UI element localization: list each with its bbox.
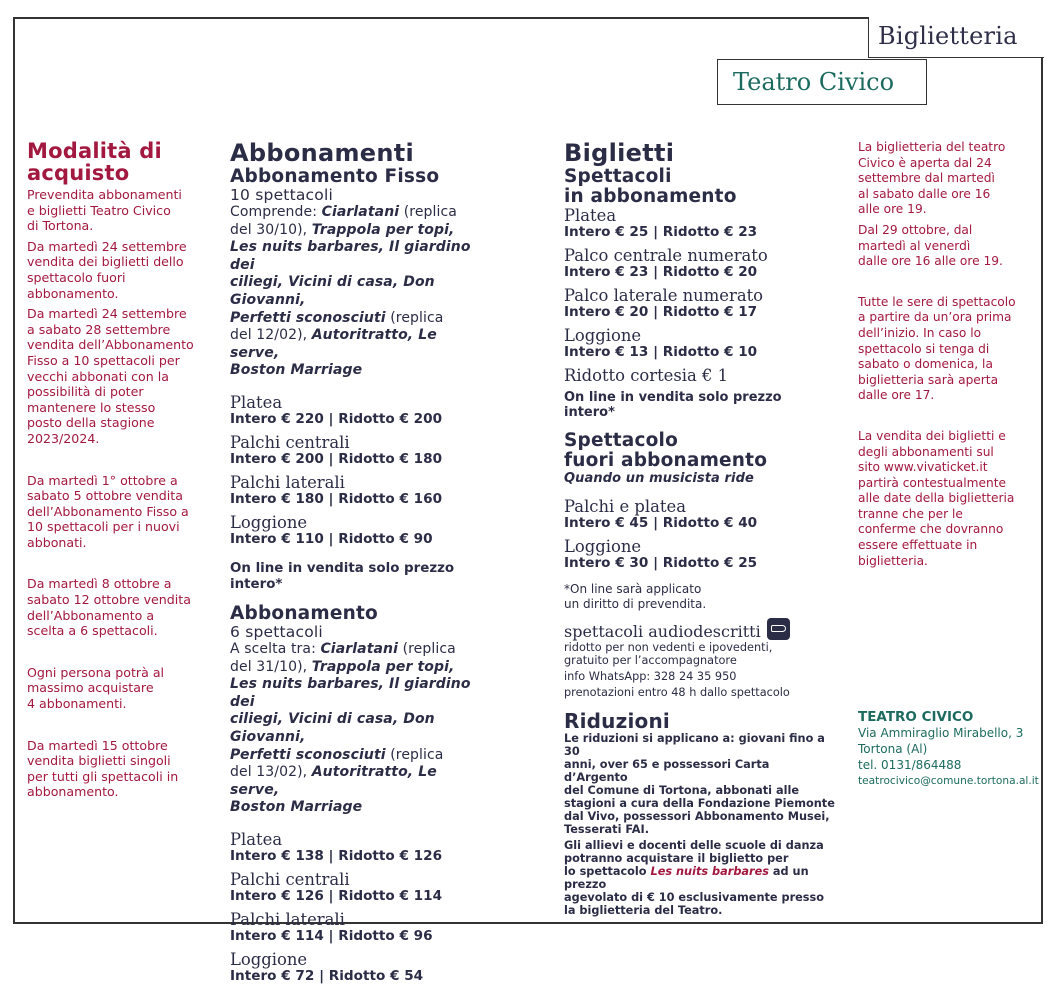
text: (replica [385,746,444,763]
biglietteria-box [868,17,1044,58]
text-line: biglietteria sarà aperta [858,372,999,387]
modalita-paragraph [27,576,212,638]
contact-name: TEATRO CIVICO [858,709,974,726]
biglietti-title: Biglietti [564,139,675,167]
text-line: abbonamento. [27,285,119,301]
modalita-title-1: Modalità di [27,139,162,163]
modalita-paragraph [27,187,212,234]
text-line: Da martedì 1° ottobre a [27,472,178,488]
text-line: e biglietti Teatro Civico [27,202,171,218]
text-line: alle date della biglietteria [858,491,1015,506]
text-line: dell’Abbonamento Fisso a [27,503,189,519]
text-line: Prevendita abbonamenti [27,187,182,202]
spettacoli-abbonamento-title: in abbonamento [564,186,737,207]
text-line: stagioni a cura della Fondazione Piemonte [564,797,835,810]
abbonamento-sei-desc [230,641,490,817]
price-value: Intero € 25 | Ridotto € 23 [564,224,758,240]
text-line: dalle ore 16 alle ore 19. [858,254,1003,269]
price-item [230,871,490,904]
audio-line: gratuito per l’accompagnatore [564,654,737,667]
price-item [230,474,490,507]
price-item [564,538,836,571]
price-label: Loggione [230,512,308,532]
text-line: dalle ore 17. [858,388,935,403]
text: Comprende: [230,204,322,220]
show-title: ciliegi, Vicini di casa, Don Giovanni, [230,711,435,745]
price-label: Palchi laterali [230,472,345,492]
online-note: On line in vendita solo prezzo intero* [564,390,782,420]
info-paragraph [858,140,1038,218]
text-line: per tutti gli spettacoli in [27,768,179,784]
price-value: Intero € 200 | Ridotto € 180 [230,450,443,467]
modalita-paragraph [27,239,212,301]
text-line: la biglietteria del Teatro. [564,904,723,917]
riduzioni-paragraph [564,732,836,836]
text-line: Ogni persona potrà al [27,664,165,680]
price-item [564,247,836,280]
text-line: anni, over 65 e possessori Carta d’Argento [564,758,770,784]
text: A scelta tra: [230,640,321,657]
text-line: al sabato dalle ore 16 [858,186,991,201]
whatsapp-info: info WhatsApp: 328 24 35 950 [564,670,737,683]
text-line: Tesserati FAI. [564,823,650,836]
price-label: Loggione [230,949,308,969]
riduzioni-title: Riduzioni [564,709,670,733]
text-line: Da martedì 15 ottobre [27,737,168,753]
modalita-paragraph [27,738,212,800]
text-line: agevolato di € 10 esclusivamente presso [564,891,825,904]
show-title: Les nuits barbares, Il giardino dei [230,239,471,273]
text-line: vendita biglietti singoli [27,753,171,769]
text-line: dell’inizio. In caso lo [858,325,982,340]
text-line: vecchi abbonati con la [27,368,169,384]
price-label: Platea [230,392,283,412]
text-line: alle ore 19. [858,202,927,217]
price-item [230,831,490,864]
price-item [230,911,490,944]
abbonamento-fisso-desc [230,204,490,380]
price-item [564,287,836,320]
text-line: vendita dei biglietti dello [27,254,184,270]
text-line: abbonati. [27,534,87,550]
price-value: Intero € 30 | Ridotto € 25 [564,555,758,571]
price-item [230,951,490,984]
show-title: Les nuits barbares [650,865,769,878]
text-line: dell’Abbonamento a [27,607,155,623]
abbonamenti-column [230,140,490,984]
price-item [230,514,490,547]
prevendita-note: un diritto di prevendita. [564,596,707,611]
show-title: ciliegi, Vicini di casa, Don Giovanni, [230,274,435,308]
text-line: a partire da un’ora prima [858,310,1012,325]
text-line: spettacolo si tenga di [858,341,990,356]
text: del 30/10), [230,221,312,238]
text-line: partirà contestualmente [858,475,1006,490]
show-title: Trappola per topi, [311,658,455,675]
info-paragraph [858,429,1038,569]
text-line: sabato 5 ottobre vendita [27,488,183,504]
info-paragraph [858,295,1038,404]
audio-line: ridotto per non vedenti e ipovedenti, [564,641,773,654]
text-line: di Tortona. [27,218,94,234]
text-line: vendita dell’Abbonamento [27,337,194,353]
website-link: sito www.vivaticket.it [858,460,988,475]
price-value: Intero € 72 | Ridotto € 54 [230,967,424,984]
text-line: Da martedì 24 settembre [27,238,187,254]
price-value: Intero € 114 | Ridotto € 96 [230,927,433,944]
text-line: essere effettuate in [858,538,978,553]
price-label: Palco centrale numerato [564,246,768,265]
price-value: Intero € 23 | Ridotto € 20 [564,264,758,280]
price-value: Intero € 220 | Ridotto € 200 [230,410,443,427]
text: (replica [385,309,444,326]
text: (replica [399,204,457,220]
spettacoli-abbonamento-title: Spettacoli [564,166,672,187]
text-line: Civico è aperta dal 24 [858,155,992,170]
fuori-show-title: Quando un musicista ride [564,471,754,486]
audio-description-icon [767,618,790,640]
show-title: Boston Marriage [230,362,363,379]
text-line: Da martedì 24 settembre [27,306,187,322]
text-line: dal Vivo, possessori Abbonamento Musei, [564,810,830,823]
riduzioni-paragraph [564,839,836,917]
teatro-box [717,59,927,105]
text: del 13/02), [230,764,312,781]
text-line: Fisso a 10 spettacoli per [27,352,180,368]
abbonamento-sei-subtitle: 6 spettacoli [230,622,323,641]
price-value: Intero € 110 | Ridotto € 90 [230,530,433,547]
text-line: spettacolo fuori [27,269,126,285]
text-line: mantenere lo stesso [27,399,156,415]
price-label: Palchi centrali [230,432,350,452]
abbonamento-sei-title: Abbonamento [230,602,378,624]
text-line: sabato 12 ottobre vendita [27,592,191,608]
show-title: Perfetti sconosciuti [230,309,386,326]
online-note: intero* [230,576,283,592]
text-line: 4 abbonamenti. [27,696,127,712]
info-column [858,140,1038,789]
fuori-abbonamento-title: fuori abbonamento [564,450,768,471]
info-paragraph [858,223,1038,270]
modalita-paragraph [27,473,212,551]
teatro-title: Teatro Civico [733,68,895,96]
text-line: a sabato 28 settembre [27,321,171,337]
text-line: Tutte le sere di spettacolo [858,294,1016,309]
text-line: conferme che dovranno [858,522,1004,537]
prevendita-note: *On line sarà applicato [564,582,702,596]
biglietteria-title: Biglietteria [878,22,1018,50]
text-line: Gli allievi e docenti delle scuole di danza [564,839,824,852]
price-item [564,327,836,360]
text: del 31/10), [230,658,312,675]
text-line: La biglietteria del teatro [858,140,1006,154]
price-value: Intero € 126 | Ridotto € 114 [230,887,443,904]
show-title: Perfetti sconosciuti [230,746,386,763]
text: del 12/02), [230,327,312,344]
text-line: massimo acquistare [27,680,154,696]
show-title: Autoritratto, Le serve, [230,327,437,361]
text-line: del Comune di Tortona, abbonati alle [564,784,799,797]
price-label: Platea [230,829,283,849]
ridotto-cortesia: Ridotto cortesia € 1 [564,366,729,385]
contact-block [858,709,1038,789]
text-line: settembre dal martedì [858,171,995,186]
price-item [564,498,836,531]
text: ad un prezzo [564,865,809,891]
price-label: Palco laterale numerato [564,286,764,305]
modalita-title-2: acquisto [27,161,130,185]
text-line: La vendita dei biglietti e [858,428,1006,443]
text: lo spettacolo [564,865,651,878]
price-label: Platea [564,206,617,225]
price-item [564,207,836,240]
text-line: Le riduzioni si applicano a: giovani fino a 30 [564,732,825,758]
prenotazioni-info: prenotazioni entro 48 h dallo spettacolo [564,686,790,699]
price-label: Loggione [564,326,642,345]
price-item [230,434,490,467]
show-title: Les nuits barbares, Il giardino dei [230,676,471,710]
biglietti-column [564,140,836,917]
text: (replica [398,640,456,657]
price-value: Intero € 20 | Ridotto € 17 [564,304,758,320]
fuori-abbonamento-title: Spettacolo [564,430,679,451]
price-label: Palchi centrali [230,869,350,889]
text-line: sabato o domenica, la [858,357,993,372]
price-value: Intero € 13 | Ridotto € 10 [564,344,758,360]
text-line: biglietteria. [858,553,928,568]
modalita-paragraph [27,665,212,712]
modalita-paragraph [27,306,212,446]
text-line: possibilità di poter [27,384,144,400]
online-note: On line in vendita solo prezzo [230,560,455,576]
price-label: Palchi e platea [564,497,686,516]
price-value: Intero € 45 | Ridotto € 40 [564,515,758,531]
text-line: Da martedì 8 ottobre a [27,576,172,592]
text-line: degli abbonamenti sul [858,444,994,459]
contact-address: Via Ammiraglio Mirabello, 3 [858,726,1024,741]
show-title: Autoritratto, Le serve, [230,764,437,798]
text-line: tranne che per le [858,506,963,521]
text-line: 10 spettacoli per i nuovi [27,519,180,535]
price-label: Loggione [564,537,642,556]
text-line: Dal 29 ottobre, dal [858,222,973,237]
modalita-column [27,140,212,800]
price-value: Intero € 180 | Ridotto € 160 [230,490,443,507]
text-line: potranno acquistare il biglietto per [564,852,789,865]
show-title: Ciarlatani [320,640,399,657]
text-line: scelta a 6 spettacoli. [27,623,158,639]
abbonamento-fisso-title: Abbonamento Fisso [230,166,440,187]
show-title: Trappola per topi, [311,221,455,238]
price-item [230,394,490,427]
show-title: Ciarlatani [321,204,400,220]
text-line: posto della stagione [27,415,155,431]
price-value: Intero € 138 | Ridotto € 126 [230,847,443,864]
price-label: Palchi laterali [230,909,345,929]
contact-email: teatrocivico@comune.tortona.al.it [858,775,1039,788]
show-title: Boston Marriage [230,799,363,816]
contact-city: Tortona (Al) [858,742,928,757]
text-line: martedì al venerdì [858,238,971,253]
abbonamento-fisso-subtitle: 10 spettacoli [230,186,333,204]
audiodescritti-title: spettacoli audiodescritti [564,622,761,641]
contact-tel: tel. 0131/864488 [858,758,962,773]
abbonamenti-title: Abbonamenti [230,139,415,167]
text-line: abbonamento. [27,784,119,800]
text-line: 2023/2024. [27,430,100,446]
